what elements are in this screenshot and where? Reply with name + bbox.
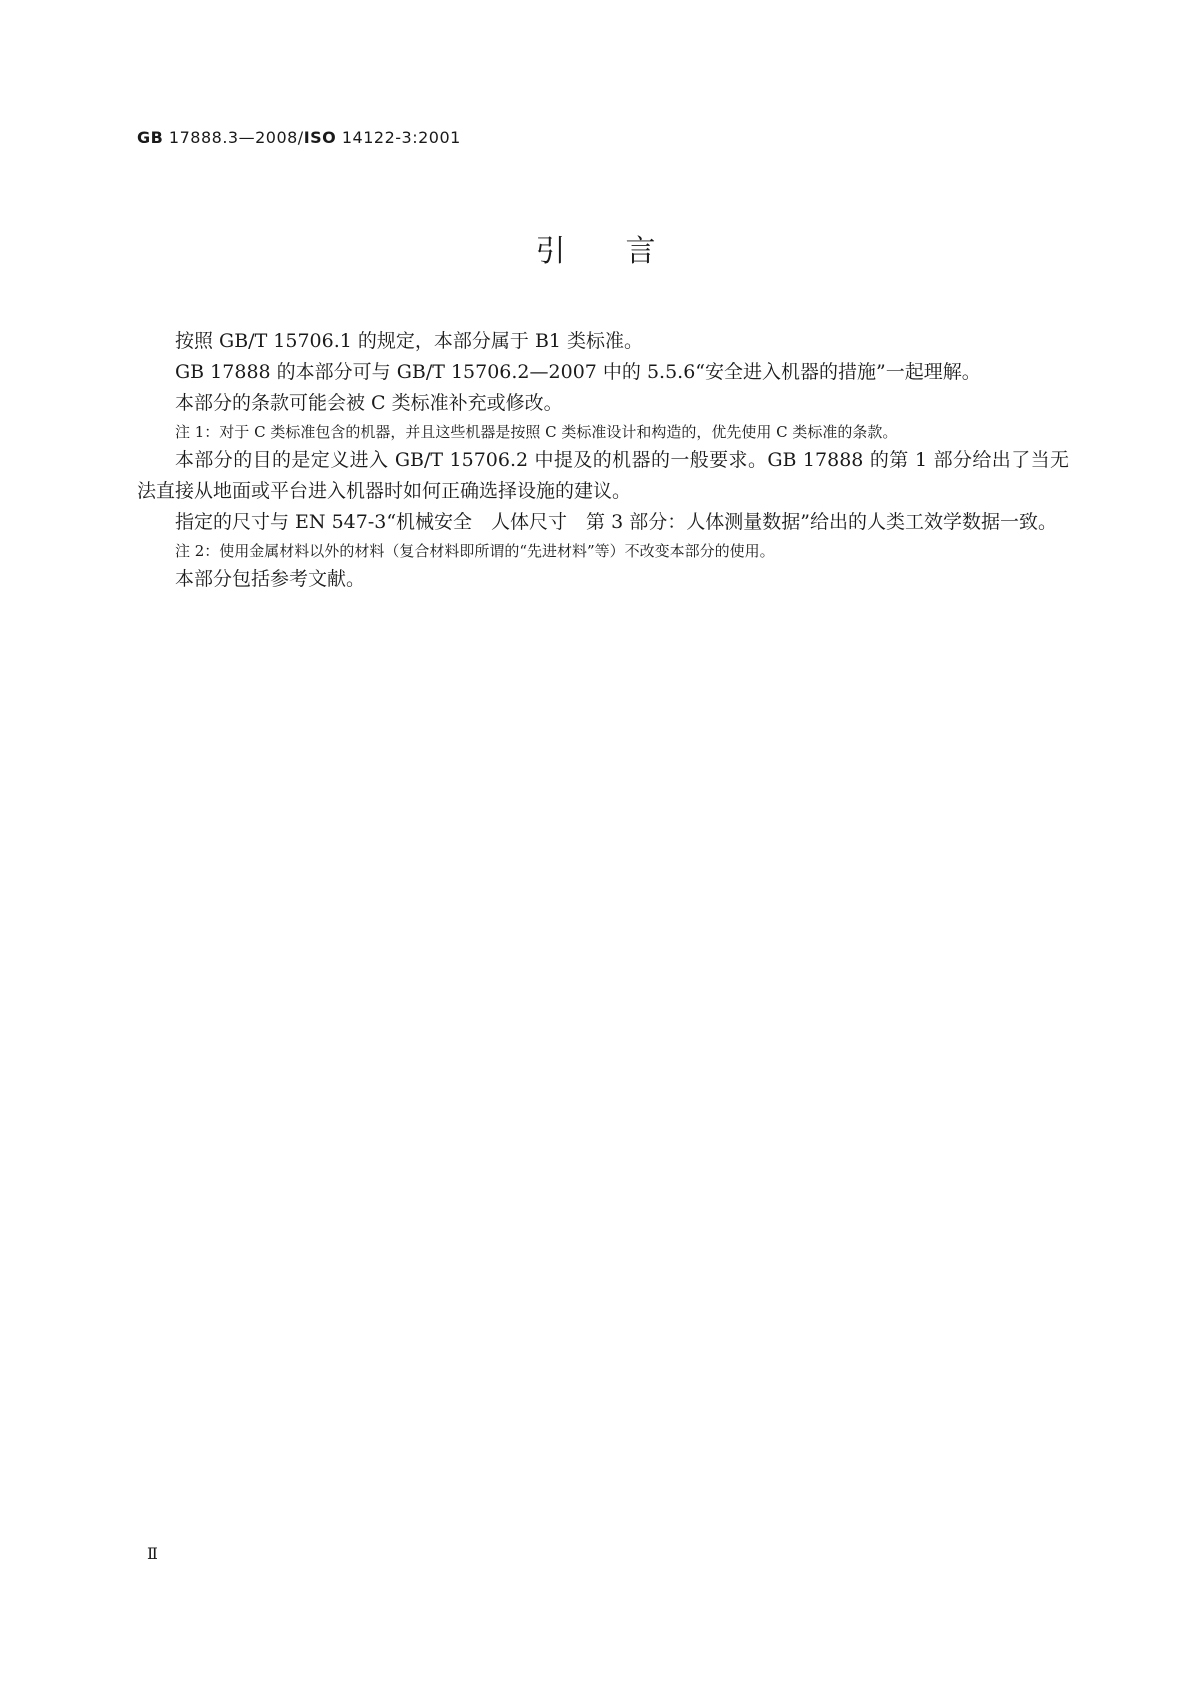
iso-code: 14122-3:2001 [336,128,461,147]
document-header [137,128,461,147]
note: 注 1：对于 C 类标准包含的机器，并且这些机器是按照 C 类标准设计和构造的，优先使用 C 类标准的条款。 [175,423,898,441]
paragraph: 本部分的目的是定义进入 GB/T 15706.2 中提及的机器的一般要求。GB 17888 的第 1 部分给出了当无法直接从地面或平台进入机器时如何正确选择设施的建议。 [137,449,1069,502]
standard-code: 17888.3—2008/ [163,128,304,147]
paragraph: GB 17888 的本部分可与 GB/T 15706.2—2007 中的 5.5.6“安全进入机器的措施”一起理解。 [175,361,981,383]
paragraph: 按照 GB/T 15706.1 的规定，本部分属于 B1 类标准。 [175,330,644,352]
paragraph: 指定的尺寸与 EN 547-3“机械安全 人体尺寸 第 3 部分：人体测量数据”给出的人类工效学数据一致。 [175,511,1057,533]
note: 注 2：使用金属材料以外的材料（复合材料即所谓的“先进材料”等）不改变本部分的使用。 [175,542,775,560]
paragraph: 本部分的条款可能会被 C 类标准补充或修改。 [175,392,563,414]
iso-prefix: ISO [303,128,337,147]
page-number: Ⅱ [147,1544,158,1563]
document-body [137,326,1069,595]
standard-prefix: GB [137,128,164,147]
page-title: 引言 [535,234,716,269]
paragraph: 本部分包括参考文献。 [175,568,366,590]
